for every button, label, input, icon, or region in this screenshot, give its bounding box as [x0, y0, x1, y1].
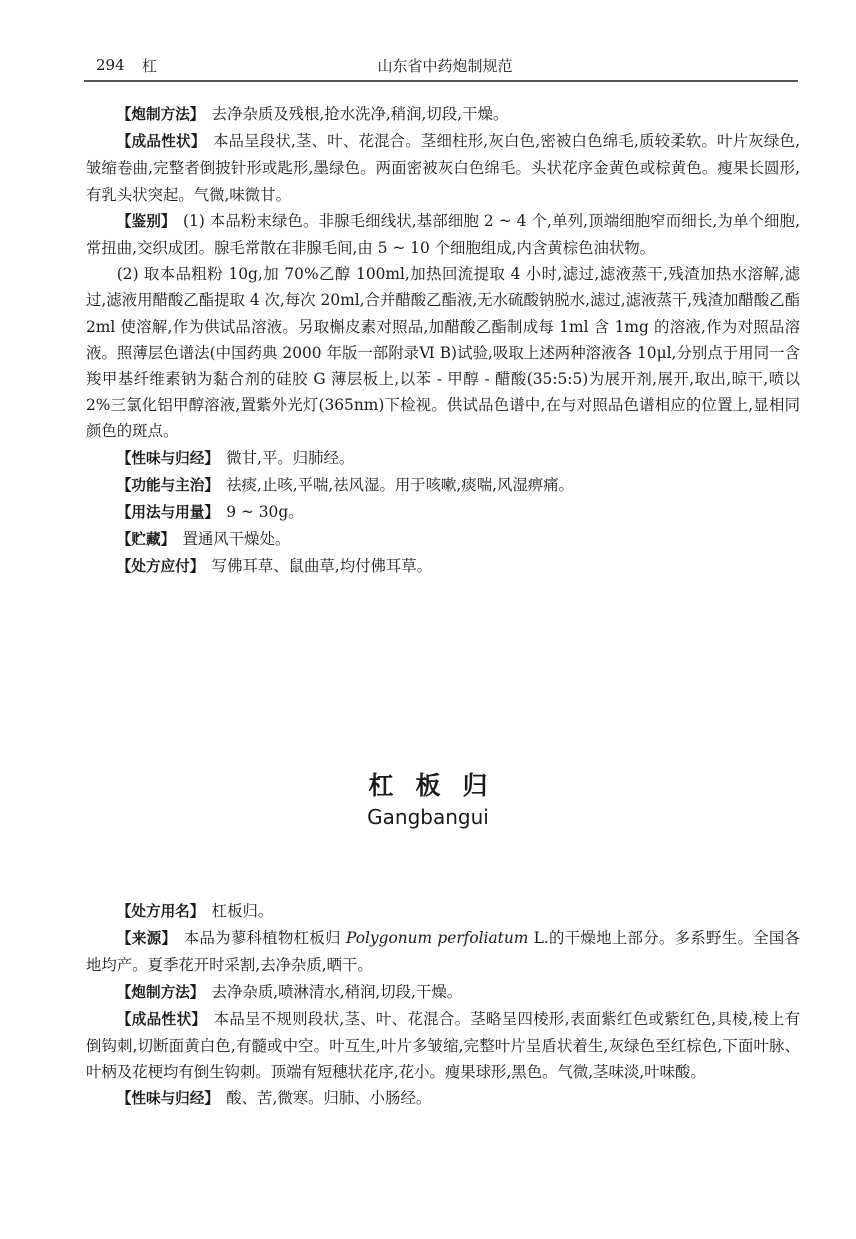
section-character: 杠 [142, 57, 158, 75]
paragraph-source [86, 925, 800, 978]
paragraph-nature-meridian [86, 445, 800, 472]
section-label: 【处方应付】 [116, 558, 205, 576]
running-header [96, 54, 794, 78]
paragraph-prescription-name [86, 898, 800, 925]
paragraph-identification-2 [86, 261, 800, 444]
section-label: 【炮制方法】 [116, 983, 205, 1001]
paragraph-storage [86, 526, 800, 553]
entry-title-pinyin: Gangbangui [367, 805, 489, 829]
paragraph-functions [86, 472, 800, 499]
paragraph-identification-1 [86, 208, 800, 261]
section-text: 写佛耳草、鼠曲草,均付佛耳草。 [211, 557, 433, 576]
section-text: 置通风干燥处。 [182, 530, 291, 549]
paragraph-processing-method [86, 979, 800, 1006]
section-text: 杠板归。 [211, 902, 274, 920]
section-text: (2) 取本品粗粉 10g,加 70%乙醇 100ml,加热回流提取 4 小时,滤过,滤液蒸干,残渣加热水溶解,滤过,滤液用醋酸乙酯提取 4 次,每次 20ml,合并醋酸乙酯液,无水硫酸钠脱水,滤过,滤液蒸干,残渣加醋酸乙酯 2ml 使溶解,作为供试品溶液。另取槲皮素对照品,加醋酸乙酯制成每 1ml 含 1mg 的溶液,作为对照品溶液。照薄层色谱法(中国药典 2000 年版一部附录Ⅵ B)试验,吸取上述两种溶液各 10μl,分别点于用同一含羧甲基纤维素钠为黏合剂的硅胶 G 薄层板上,以苯 - 甲醇 - 醋酸(35:5:5)为展开剂,展开,取出,晾干,喷以 2%三氯化铝甲醇溶液,置紫外光灯(365nm)下检视。供试品色谱中,在与对照品色谱相应的位置上,显相同颜色的斑点。 [86, 265, 800, 441]
paragraph-processing-method [86, 101, 800, 128]
section-text: (1) 本品粉末绿色。非腺毛细线状,基部细胞 2 ~ 4 个,单列,顶端细胞窄而细长,为单个细胞,常扭曲,交织成团。腺毛常散在非腺毛间,由 5 ~ 10 个细胞组成,内含黄棕色油状物。 [86, 211, 800, 258]
section-text: 去净杂质及残根,抢水洗净,稍润,切段,干燥。 [211, 105, 509, 123]
section-text: 去净杂质,喷淋清水,稍润,切段,干燥。 [211, 982, 463, 1001]
section-text: 本品呈不规则段状,茎、叶、花混合。茎略呈四棱形,表面紫红色或紫红色,具棱,棱上有倒钩刺,切断面黄白色,有髓或中空。叶互生,叶片多皱缩,完整叶片呈盾状着生,灰绿色至红棕色,下面叶脉、叶柄及花梗均有倒生钩刺。顶端有短穗状花序,花小。瘦果球形,黑色。气微,茎味淡,叶味酸。 [86, 1009, 800, 1082]
entry-foerhcao-continued [86, 101, 800, 581]
section-text: L.的干燥地上部分。多系野生。全国各地均产。夏季花开时采割,去净杂质,晒干。 [86, 929, 800, 975]
section-label: 【处方用名】 [116, 903, 205, 920]
section-label: 【炮制方法】 [116, 106, 205, 123]
entry-title-chinese: 杠板归 [368, 771, 510, 800]
paragraph-product-characteristics [86, 1006, 800, 1086]
entry-gangbangui [86, 898, 800, 1113]
section-label: 【功能与主治】 [116, 476, 219, 494]
latin-name: Polygonum perfoliatum [346, 929, 529, 948]
section-label: 【鉴别】 [116, 212, 176, 230]
section-label: 【性味与归经】 [116, 1090, 219, 1108]
section-label: 【成品性状】 [116, 133, 206, 151]
section-text: 酸、苦,微寒。归肺、小肠经。 [226, 1089, 432, 1108]
section-text: 微甘,平。归肺经。 [226, 448, 355, 467]
section-label: 【贮藏】 [116, 531, 176, 549]
paragraph-nature-meridian [86, 1085, 800, 1112]
header-rule [84, 80, 798, 82]
paragraph-prescription-dispensing [86, 553, 800, 580]
paragraph-product-characteristics [86, 128, 800, 208]
section-text: 9 ~ 30g。 [226, 503, 304, 522]
page-number: 294 [96, 56, 125, 74]
section-text: 本品呈段状,茎、叶、花混合。茎细柱形,灰白色,密被白色绵毛,质较柔软。叶片灰绿色,皱缩卷曲,完整者倒披针形或匙形,墨绿色。两面密被灰白色绵毛。头状花序金黄色或棕黄色。瘦果长圆形,有乳头状突起。气微,味微甘。 [86, 132, 800, 204]
section-label: 【成品性状】 [116, 1010, 207, 1028]
section-text: 本品为蓼科植物杠板归 [183, 929, 346, 948]
section-label: 【用法与用量】 [116, 504, 219, 522]
paragraph-dosage [86, 499, 800, 526]
book-title: 山东省中药炮制规范 [377, 57, 513, 75]
section-label: 【来源】 [116, 930, 177, 948]
section-text: 祛痰,止咳,平喘,祛风湿。用于咳嗽,痰喘,风湿痹痛。 [226, 475, 574, 494]
section-label: 【性味与归经】 [116, 449, 219, 467]
